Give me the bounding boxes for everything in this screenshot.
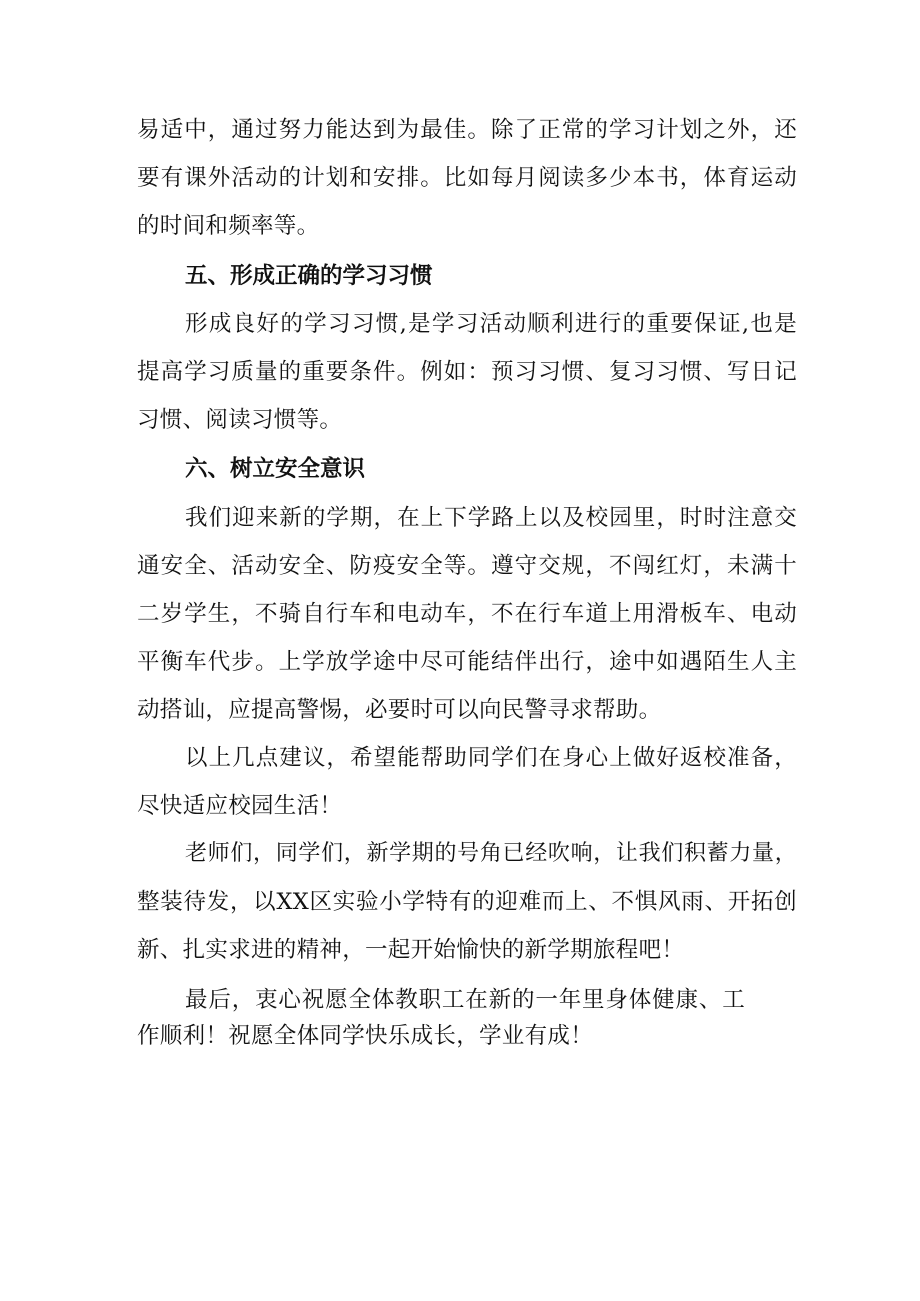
paragraph-line: 要有课外活动的计划和安排。比如每月阅读多少本书，体育运动 — [137, 165, 797, 191]
paragraph-line: 提高学习质量的重要条件。例如：预习习惯、复习习惯、写日记 — [137, 359, 797, 385]
paragraph-line: 习惯、阅读习惯等。 — [137, 407, 343, 433]
section-heading-6: 六、树立安全意识 — [185, 456, 366, 482]
paragraph-line: 平衡车代步。上学放学途中尽可能结伴出行，途中如遇陌生人主 — [137, 649, 797, 675]
paragraph-line: 尽快适应校园生活！ — [137, 793, 343, 819]
paragraph-line: 通安全、活动安全、防疫安全等。遵守交规，不闯红灯，未满十 — [137, 553, 797, 579]
paragraph-line: 二岁学生，不骑自行车和电动车，不在行车道上用滑板车、电动 — [137, 601, 797, 627]
paragraph-line: 整装待发，以XX区实验小学特有的迎难而上、不惧风雨、开拓创 — [137, 889, 797, 915]
paragraph-line: 易适中，通过努力能达到为最佳。除了正常的学习计划之外，还 — [137, 117, 797, 143]
paragraph-line: 新、扎实求进的精神，一起开始愉快的新学期旅程吧！ — [137, 937, 685, 963]
paragraph-line: 以上几点建议，希望能帮助同学们在身心上做好返校准备， — [185, 745, 797, 771]
paragraph-line: 作顺利！祝愿全体同学快乐成长，学业有成！ — [137, 1023, 594, 1049]
paragraph-line: 动搭讪，应提高警惕，必要时可以向民警寻求帮助。 — [137, 697, 662, 723]
section-heading-5: 五、形成正确的学习习惯 — [185, 263, 433, 289]
paragraph-line: 最后，衷心祝愿全体教职工在新的一年里身体健康、工 — [185, 987, 745, 1013]
paragraph-line: 形成良好的学习习惯,是学习活动顺利进行的重要保证,也是 — [185, 311, 797, 337]
paragraph-line: 的时间和频率等。 — [137, 213, 320, 239]
paragraph-line: 我们迎来新的学期，在上下学路上以及校园里，时时注意交 — [185, 505, 797, 531]
paragraph-line: 老师们，同学们，新学期的号角已经吹响，让我们积蓄力量， — [185, 841, 797, 866]
